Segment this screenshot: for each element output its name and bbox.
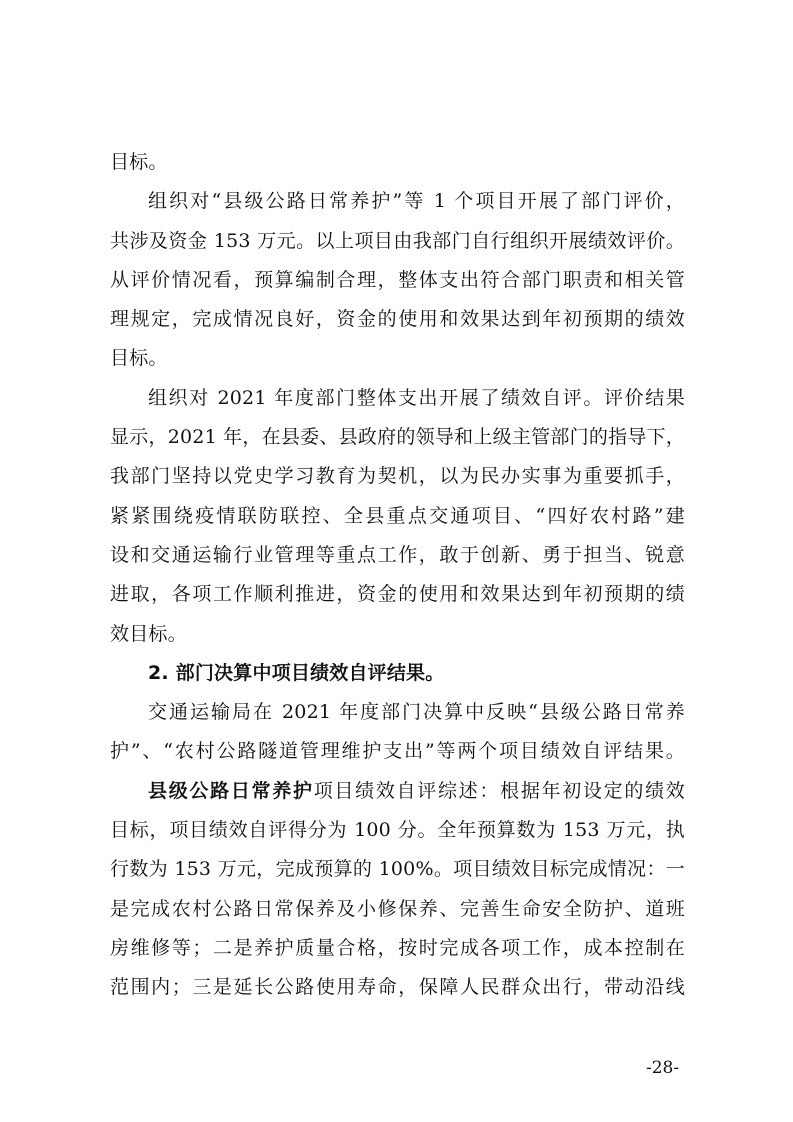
project-name-bold: 县级公路日常养护 — [148, 779, 314, 802]
text-span: 项目绩效自评综述：根据年初设定的绩效 — [313, 779, 685, 802]
text-line: 行数为 153 万元，完成预算的 100%。项目绩效目标完成情况：一 — [110, 858, 685, 881]
text-line: 组织对“县级公路日常养护”等 1 个项目开展了部门评价， — [148, 190, 685, 213]
text-line: 效目标。 — [110, 622, 187, 645]
text-line: 显示，2021 年，在县委、县政府的领导和上级主管部门的指导下， — [110, 426, 685, 449]
text-line: 交通运输局在 2021 年度部门决算中反映“县级公路日常养 — [148, 701, 685, 724]
section-heading: 2. 部门决算中项目绩效自评结果。 — [148, 661, 445, 684]
text-line — [110, 772, 685, 811]
document-body — [110, 143, 685, 1008]
text-line: 共涉及资金 153 万元。以上项目由我部门自行组织开展绩效评价。 — [110, 229, 685, 252]
text-line: 是完成农村公路日常保养及小修保养、完善生命安全防护、道班 — [110, 897, 685, 920]
text-line: 范围内；三是延长公路使用寿命，保障人民群众出行，带动沿线 — [110, 976, 685, 999]
text-line: 房维修等；二是养护质量合格，按时完成各项工作，成本控制在 — [110, 936, 685, 959]
text-line: 护”、“农村公路隧道管理维护支出”等两个项目绩效自评结果。 — [110, 740, 685, 763]
text-line: 进取，各项工作顺利推进，资金的使用和效果达到年初预期的绩 — [110, 583, 685, 606]
text-line: 从评价情况看，预算编制合理，整体支出符合部门职责和相关管 — [110, 268, 685, 291]
text-line: 组织对 2021 年度部门整体支出开展了绩效自评。评价结果 — [148, 386, 685, 409]
text-line: 设和交通运输行业管理等重点工作，敢于创新、勇于担当、锐意 — [110, 543, 685, 566]
text-line: 我部门坚持以党史学习教育为契机，以为民办实事为重要抓手， — [110, 465, 685, 488]
text-line: 理规定，完成情况良好，资金的使用和效果达到年初预期的绩效 — [110, 308, 685, 331]
text-line: 紧紧围绕疫情联防联控、全县重点交通项目、“四好农村路”建 — [110, 504, 685, 527]
text-line: 目标。 — [110, 347, 168, 370]
text-line: 目标。 — [110, 151, 168, 173]
text-line: 目标，项目绩效自评得分为 100 分。全年预算数为 153 万元，执 — [110, 819, 685, 842]
page-number: -28- — [646, 1058, 680, 1078]
